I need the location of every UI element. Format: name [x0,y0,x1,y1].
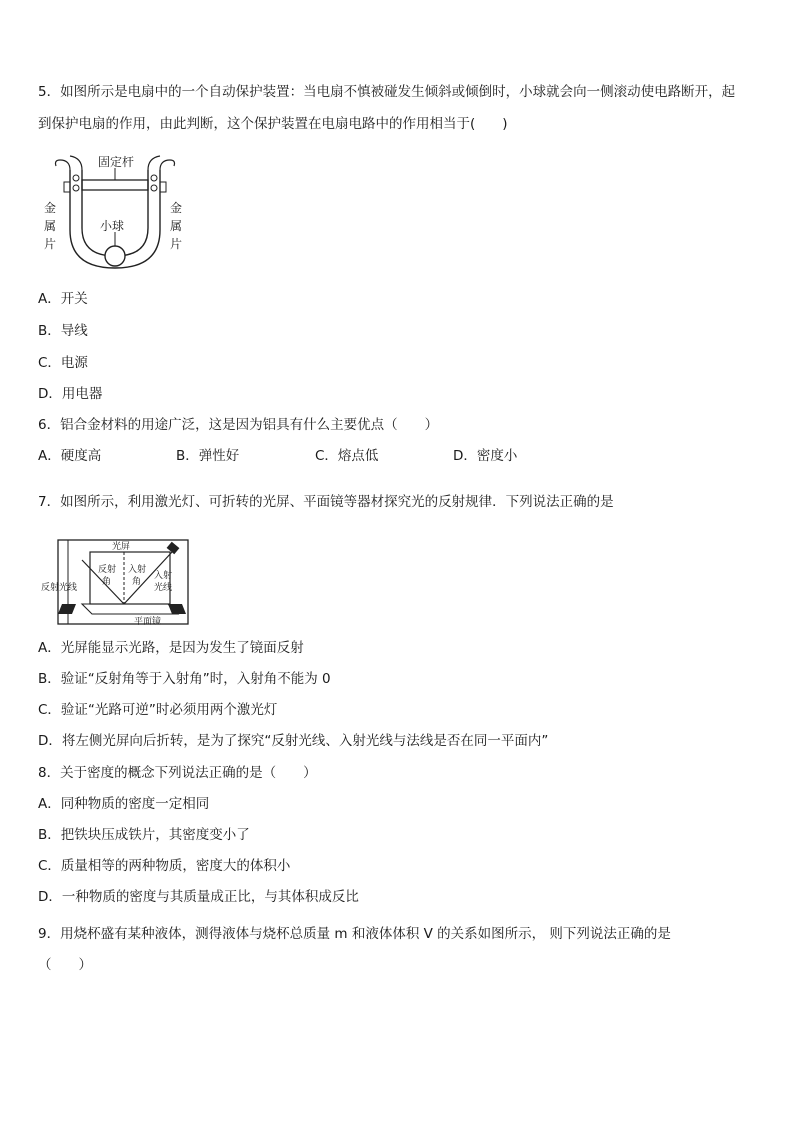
q6-stem: 6．铝合金材料的用途广泛，这是因为铝具有什么主要优点（ ） [38,417,439,433]
q6-options [38,446,517,466]
label-incident-angle-1: 入射 [128,565,147,575]
q7-option-a: A．光屏能显示光路，是因为发生了镜面反射 [38,640,304,656]
label-right-metal-2: 属 [170,219,183,233]
q8-option-b: B．把铁块压成铁片，其密度变小了 [38,827,250,843]
label-mirror: 平面镜 [134,617,162,627]
q6-option-b: B．弹性好 [176,448,240,464]
q5-protection-device-figure [40,150,190,275]
label-fixed-rod: 固定杆 [98,155,135,169]
q6-option-c: C．熔点低 [315,448,379,464]
q5-option-a: A．开关 [38,291,88,307]
q8-option-a: A．同种物质的密度一定相同 [38,796,210,812]
q7-stem: 7．如图所示，利用激光灯、可折转的光屏、平面镜等器材探究光的反射规律．下列说法正确的是 [38,494,614,510]
label-right-metal-1: 金 [170,201,183,215]
label-reflect-angle-1: 反射 [98,565,117,575]
label-reflect-angle-2: 角 [102,577,112,587]
q6-option-a: A．硬度高 [38,448,102,464]
label-reflected-ray: 反射光线 [41,583,78,593]
q8-option-c: C．质量相等的两种物质，密度大的体积小 [38,858,291,874]
label-left-metal-2: 属 [44,219,57,233]
label-screen: 光屏 [112,542,131,552]
label-left-metal-3: 片 [44,237,57,251]
label-incident-ray-1: 入射 [154,571,173,581]
q8-option-d: D．一种物质的密度与其质量成正比，与其体积成反比 [38,889,359,905]
label-ball: 小球 [100,219,125,233]
q5-option-b: B．导线 [38,323,88,339]
q9-stem: 9．用烧杯盛有某种液体，测得液体与烧杯总质量 m 和液体体积 V 的关系如图所示， 则下列说法正确的是 [38,926,671,942]
q9-answer-paren: （ ） [38,957,92,973]
q8-stem: 8．关于密度的概念下列说法正确的是（ ） [38,765,317,781]
q7-option-c: C．验证“光路可逆”时必须用两个激光灯 [38,702,278,718]
q7-light-reflection-figure [38,538,190,628]
q7-option-d: D．将左侧光屏向后折转，是为了探究“反射光线、入射光线与法线是否在同一平面内” [38,733,549,749]
small-ball [105,246,125,266]
label-incident-angle-2: 角 [132,577,142,587]
plane-mirror [82,604,178,614]
fixed-rod [82,180,148,190]
q7-option-b: B．验证“反射角等于入射角”时，入射角不能为 0 [38,671,331,687]
q5-option-c: C．电源 [38,355,88,371]
q6-option-d: D．密度小 [453,448,518,464]
q5-option-d: D．用电器 [38,386,103,402]
q5-stem-line1: 5．如图所示是电扇中的一个自动保护装置：当电扇不慎被碰发生倾斜或倾倒时，小球就会向一侧滚动使电路断开，起 [38,84,736,100]
label-right-metal-3: 片 [170,237,183,251]
label-left-metal-1: 金 [44,201,57,215]
label-incident-ray-2: 光线 [154,583,173,593]
q5-stem-line2: 到保护电扇的作用，由此判断，这个保护装置在电扇电路中的作用相当于( ) [38,116,508,132]
